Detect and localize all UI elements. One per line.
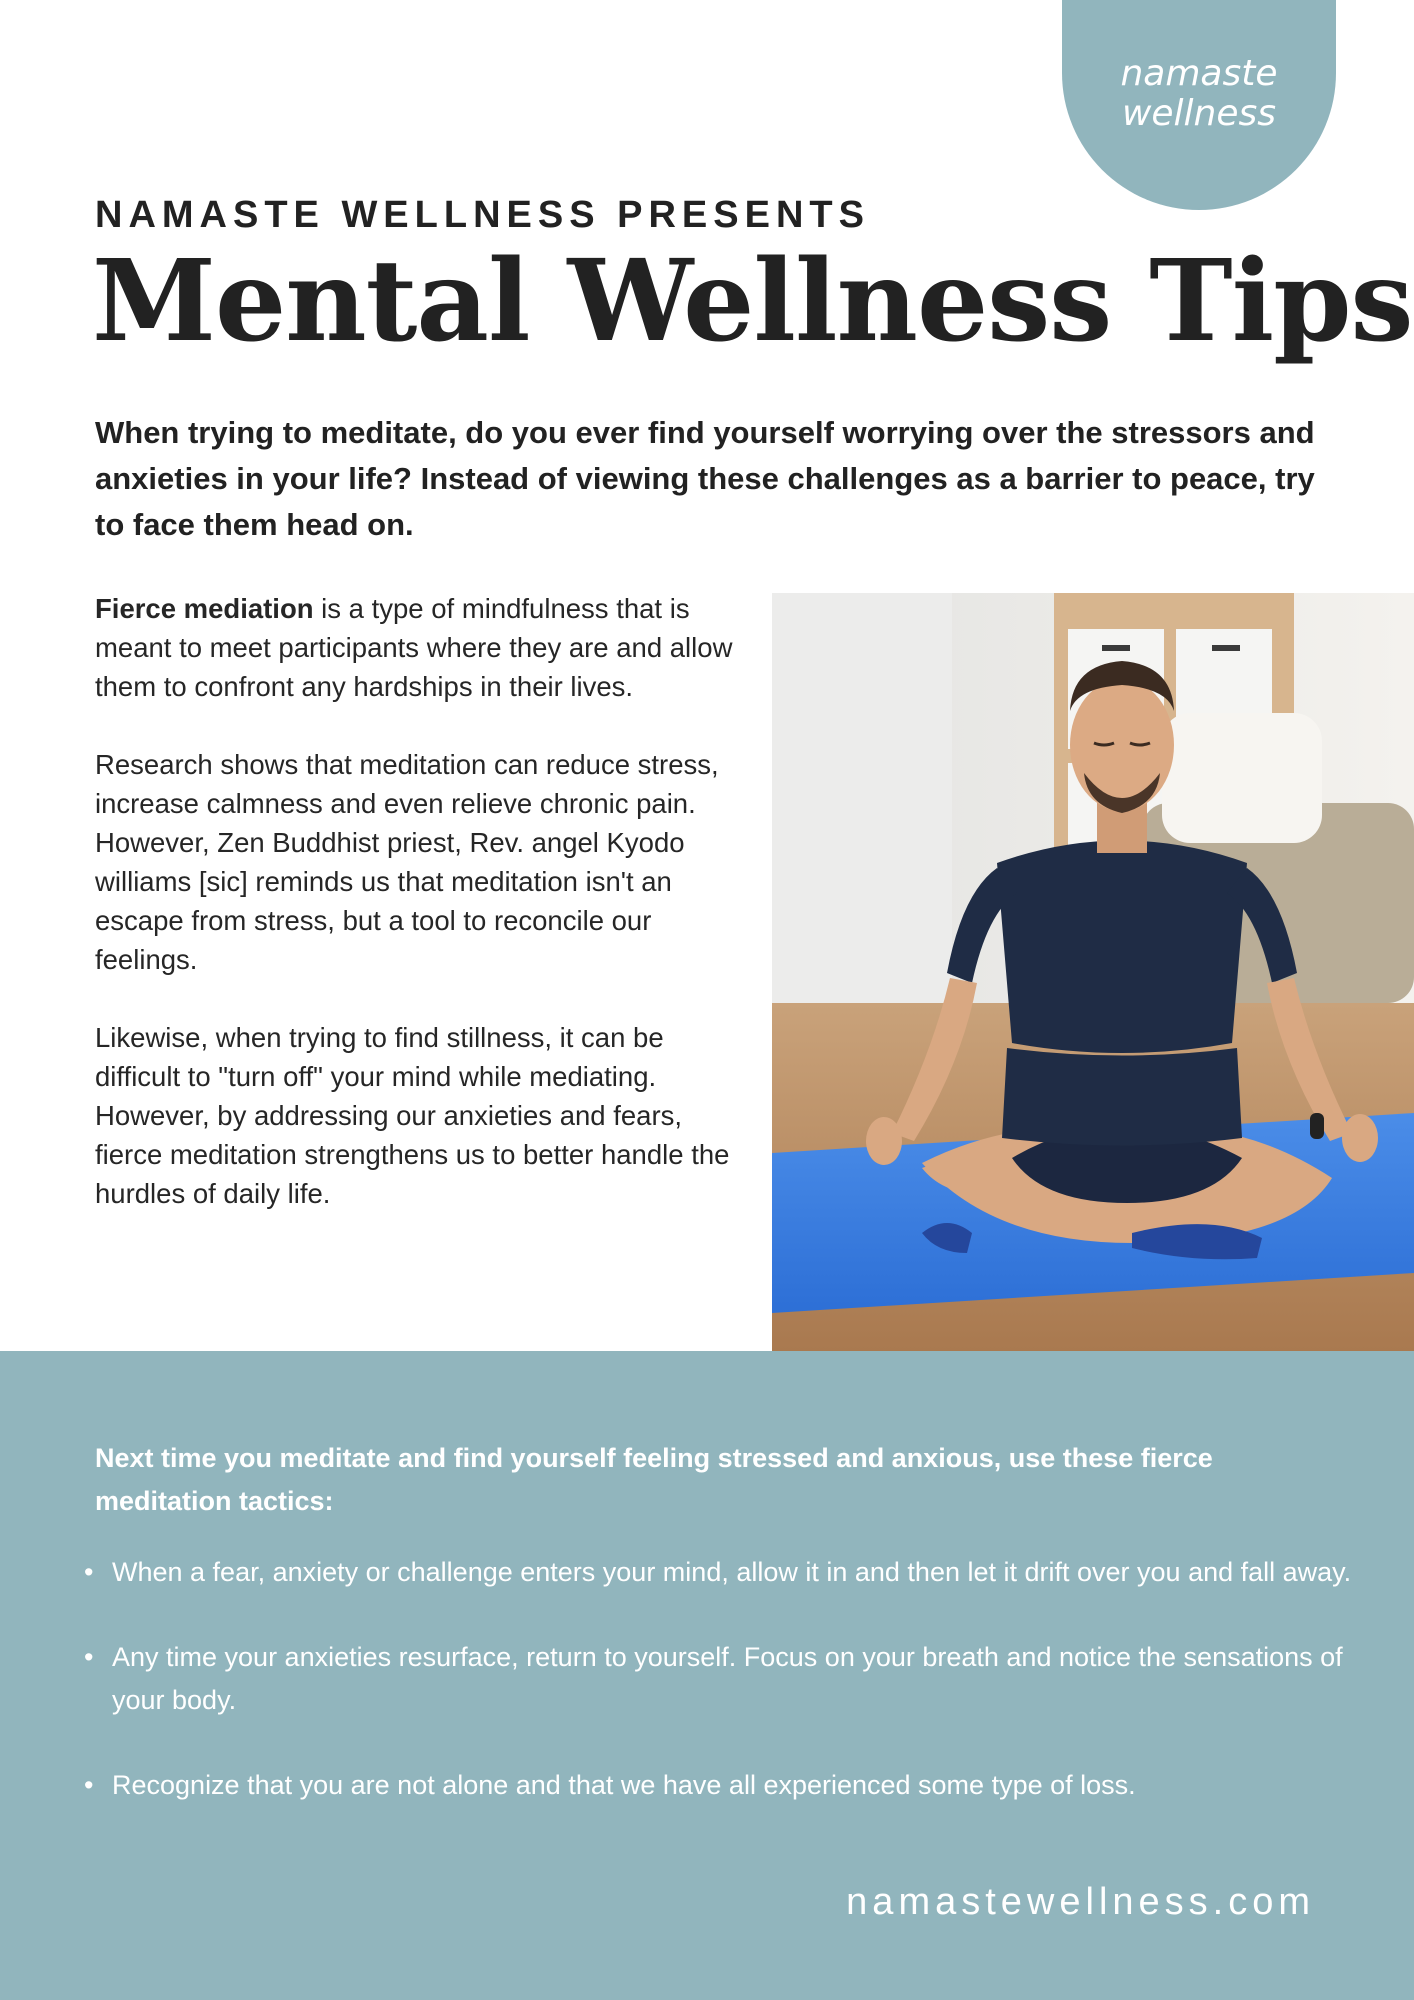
bullet-icon: • [84, 1770, 94, 1800]
tips-list [84, 1551, 1352, 1849]
eyebrow-heading: NAMASTE WELLNESS PRESENTS [95, 194, 870, 236]
body-paragraph-1 [95, 589, 735, 706]
body-paragraph-2: Research shows that meditation can reduce stress, increase calmness and even relieve chronic pain. However, Zen Buddhist priest, Rev. angel Kyodo williams [sic] reminds us that meditation isn't an escape from stress, but a tool to reconcile our feelings. [95, 749, 719, 975]
list-item [84, 1636, 1352, 1722]
list-item [84, 1551, 1352, 1594]
logo-line-1: namaste [1120, 53, 1278, 94]
body-paragraph-3: Likewise, when trying to find stillness, it can be difficult to "turn off" your mind while mediating. However, by addressing our anxieties and fears, fierce meditation strengthens us to better handle the hurdles of daily life. [95, 1022, 730, 1209]
logo-line-2: wellness [1121, 93, 1277, 134]
logo-badge [1062, 0, 1336, 210]
page-title: Mental Wellness Tips [92, 236, 1413, 367]
bullet-icon: • [84, 1557, 94, 1587]
term-highlight: Fierce mediation [95, 593, 314, 624]
tips-panel [0, 1351, 1414, 2000]
tip-text: Recognize that you are not alone and that we have all experienced some type of loss. [112, 1770, 1136, 1800]
tip-text: Any time your anxieties resurface, return to yourself. Focus on your breath and notice the sensations of your body. [112, 1642, 1343, 1715]
intro-paragraph: When trying to meditate, do you ever find yourself worrying over the stressors and anxieties in your life? Instead of viewing these challenges as a barrier to peace, try to face them head on. [95, 415, 1315, 542]
tips-lead: Next time you meditate and find yourself feeling stressed and anxious, use these fierce meditation tactics: [95, 1443, 1213, 1516]
bullet-icon: • [84, 1642, 94, 1672]
tip-text: When a fear, anxiety or challenge enters your mind, allow it in and then let it drift over you and fall away. [112, 1557, 1352, 1587]
list-item [84, 1764, 1352, 1807]
website-url: namastewellness.com [846, 1881, 1315, 1923]
meditation-photo [772, 593, 1414, 1351]
logo-mark [1062, 0, 1336, 210]
body-paragraph-1-text: is a type of mindfulness that is meant to meet participants where they are and allow them to confront any hardships in their lives. [95, 593, 733, 702]
body-column [95, 589, 735, 1252]
